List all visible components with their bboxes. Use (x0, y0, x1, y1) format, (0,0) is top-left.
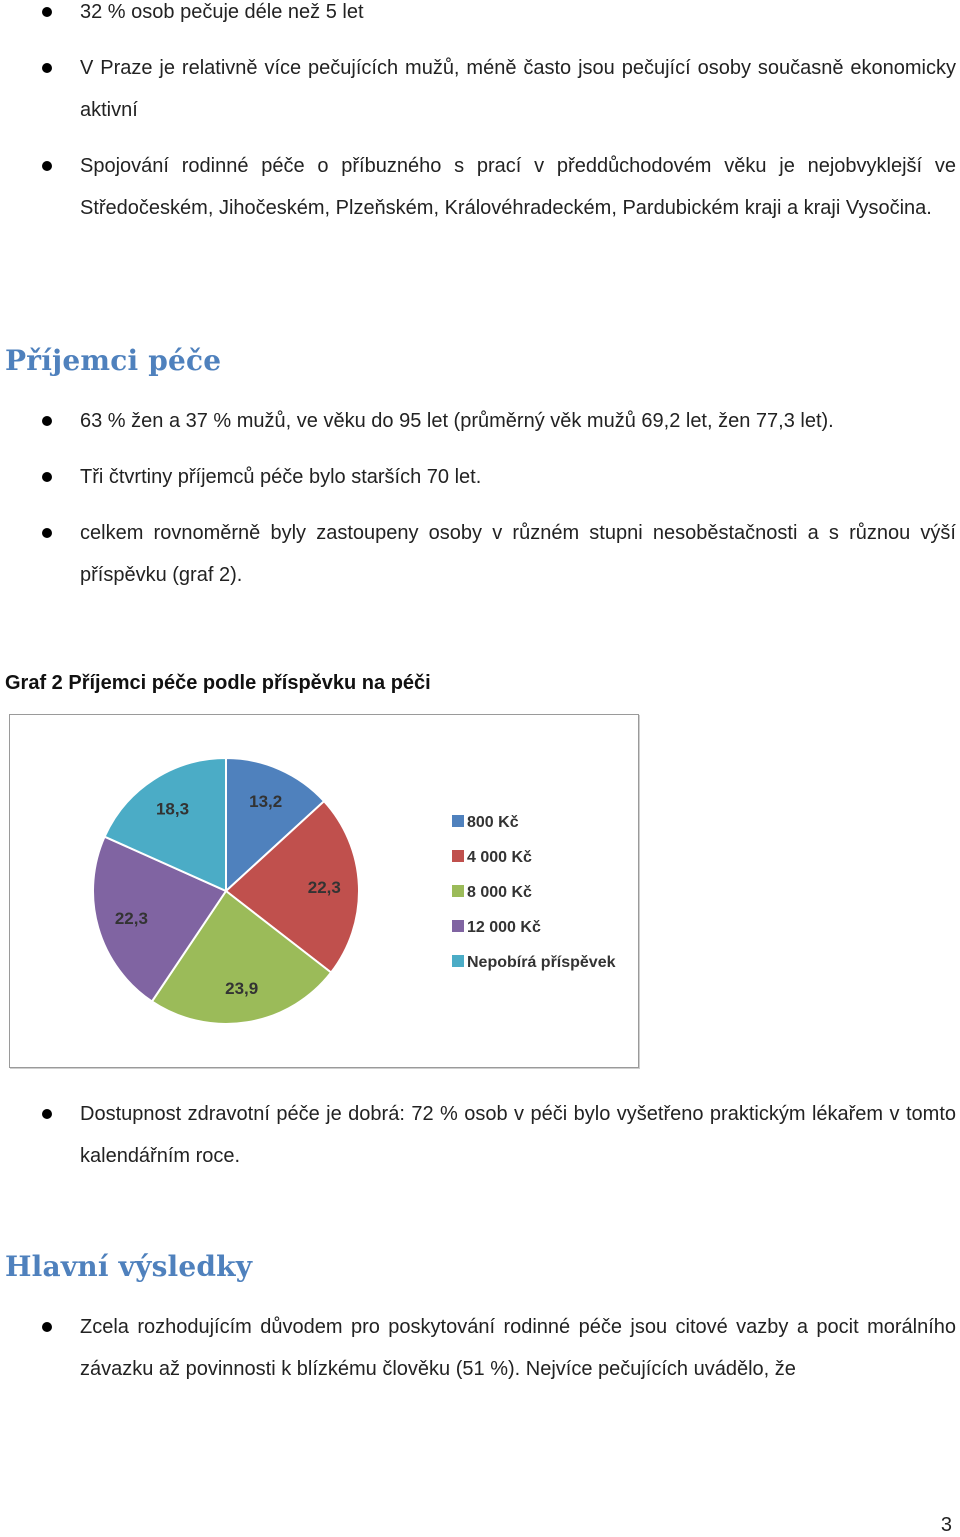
bullet-icon (42, 1322, 52, 1332)
list-item-text: Zcela rozhodujícím důvodem pro poskytování rodinné péče jsou citové vazby a pocit morálního závazku až povinnosti k blízkému člověku (51 %). Nejvíce pečujících uvádělo, že (80, 1316, 956, 1380)
list-item-text: Spojování rodinné péče o příbuzného s prací v předdůchodovém věku je nejobvyklejší ve Středočeském, Jihočeském, Plzeňském, Královéhradeckém, Pardubickém kraji a kraji Vysočina. (80, 155, 956, 219)
pie-data-label: 23,9 (225, 979, 259, 999)
legend-swatch (452, 815, 464, 827)
list-item-text: 63 % žen a 37 % mužů, ve věku do 95 let (průměrný věk mužů 69,2 let, žen 77,3 let). (80, 410, 834, 432)
list-item-text: 32 % osob pečuje déle než 5 let (80, 1, 364, 23)
list-item-text: V Praze je relativně více pečujících mužů, méně často jsou pečující osoby současně ekonomicky aktivní (80, 57, 956, 121)
legend-swatch (452, 920, 464, 932)
bullet-icon (42, 416, 52, 426)
bullet-icon (42, 1109, 52, 1119)
pie-data-label: 22,3 (307, 878, 341, 897)
pie-data-label: 18,3 (155, 799, 190, 819)
chart-legend (452, 814, 616, 971)
chart-frame (9, 714, 639, 1068)
pie-data-label: 22,3 (114, 909, 148, 929)
pie-data-label: 13,2 (249, 791, 283, 811)
legend-label: 8 000 Kč (467, 884, 532, 901)
list-item-text: celkem rovnoměrně byly zastoupeny osoby v různém stupni nesoběstačnosti a s různou výší příspěvku (graf 2). (80, 522, 956, 586)
bullet-icon (42, 528, 52, 538)
bullet-icon (42, 63, 52, 73)
legend-label: 4 000 Kč (467, 849, 532, 866)
legend-swatch (452, 885, 464, 897)
list-item-text: Dostupnost zdravotní péče je dobrá: 72 % osob v péči bylo vyšetřeno praktickým lékařem v tomto kalendářním roce. (80, 1103, 956, 1167)
legend-label: Nepobírá příspěvek (467, 954, 616, 971)
chart-caption: Graf 2 Příjemci péče podle příspěvku na péči (5, 672, 431, 694)
legend-swatch (452, 850, 464, 862)
section-heading-results: Hlavní výsledky (5, 1250, 253, 1283)
bullet-icon (42, 472, 52, 482)
pie-chart (10, 715, 638, 1067)
legend-label: 12 000 Kč (467, 919, 541, 936)
section-heading-recipients: Příjemci péče (5, 344, 222, 377)
list-item-text: Tři čtvrtiny příjemců péče bylo starších 70 let. (80, 466, 482, 488)
bullet-icon (42, 161, 52, 171)
legend-swatch (452, 955, 464, 967)
legend-label: 800 Kč (467, 814, 519, 831)
bullet-icon (42, 7, 52, 17)
page-number: 3 (940, 1514, 952, 1536)
